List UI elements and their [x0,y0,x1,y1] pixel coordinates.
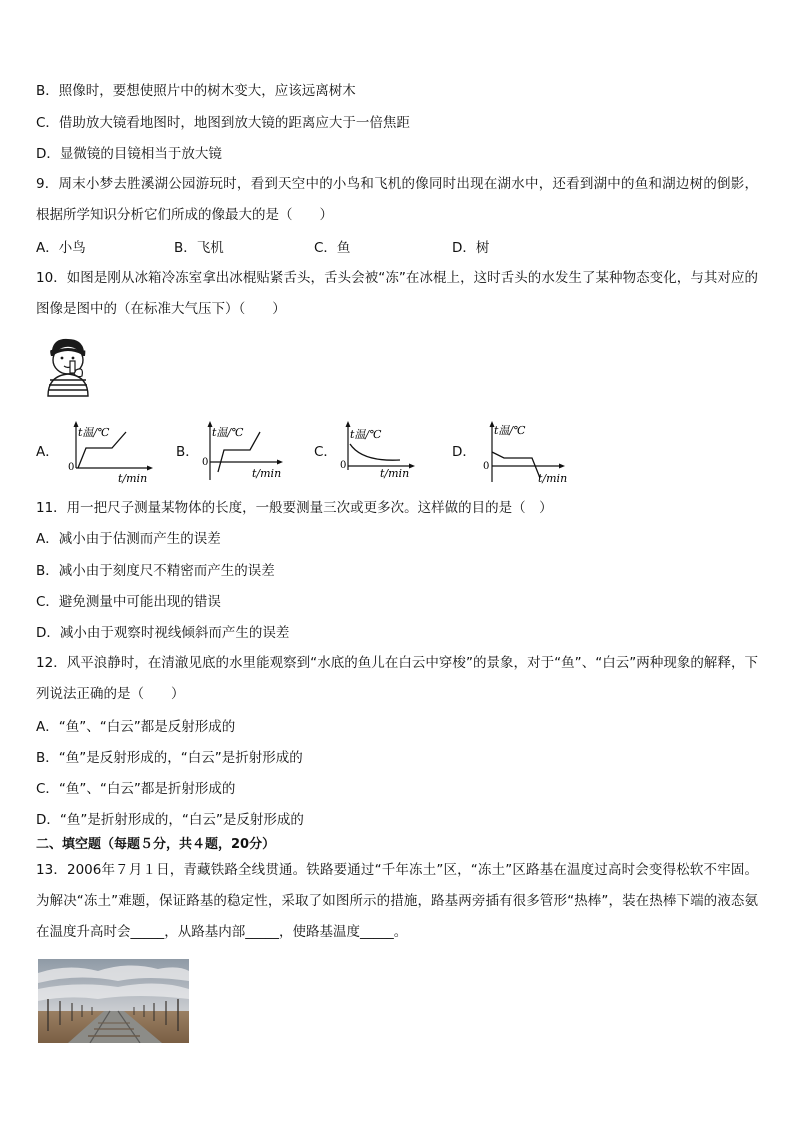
q10-graph-c-y-axis: t温/℃ [350,428,382,441]
q10-option-b-label: B． [176,444,199,460]
section-fill-in-title: 二、填空题（每题５分，共４题，20分） [36,837,276,852]
q10-option-c-label: C． [314,444,337,460]
q10-graph-b [202,420,306,484]
q10-graph-a-x-axis: t/min [118,472,148,484]
q9-option-a: A．小鸟 [36,240,86,256]
q12-stem: 12．风平浪静时，在清澈见底的水里能观察到“水底的鱼儿在白云中穿梭”的景象，对于“鱼”、“白云”两种现象的解释，下列说法正确的是（ ） [36,655,758,702]
q10-graph-d-zero: 0 [483,461,490,472]
q11-option-a: A．减小由于估测而产生的误差 [36,531,221,547]
q12-option-a: A．“鱼”、“白云”都是反射形成的 [36,719,236,735]
q10-stem: 10．如图是刚从冰箱冷冻室拿出冰棍贴紧舌头，舌头会被“冻”在冰棍上，这时舌头的水发生了某种物态变化，与其对应的图像是图中的（在标准大气压下）（ ） [36,270,758,317]
q11-option-c: C．避免测量中可能出现的错误 [36,594,221,610]
q10-graph-b-y-axis: t温/℃ [212,426,244,439]
q10-option-a[interactable] [36,420,176,484]
q10-graph-b-zero: 0 [202,457,209,468]
q10-graph-a-zero: 0 [68,462,75,473]
q10-option-d[interactable] [452,420,592,484]
q11-option-b: B．减小由于刻度尺不精密而产生的误差 [36,563,275,579]
q10-graph-b-x-axis: t/min [252,467,282,480]
q9-option-c: C．鱼 [314,240,351,256]
q12-option-c: C．“鱼”、“白云”都是折射形成的 [36,781,236,797]
q10-graph-a [66,420,176,484]
q10-graph-d-x-axis: t/min [538,472,568,484]
q8-option-d: D．显微镜的目镜相当于放大镜 [36,146,222,162]
q10-option-a-label: A． [36,444,59,460]
q10-graph-a-y-axis: t温/℃ [78,426,110,439]
q10-graph-c-zero: 0 [340,460,347,471]
q12-option-d: D．“鱼”是折射形成的，“白云”是反射形成的 [36,812,304,828]
q9-stem: 9．周末小梦去胜溪湖公园游玩时，看到天空中的小鸟和飞机的像同时出现在湖水中，还看到湖中的鱼和湖边树的倒影，根据所学知识分析它们所成的像最大的是（ ） [36,176,758,223]
q9-option-b: B．飞机 [174,240,224,256]
boy-licking-icepop-illustration [40,336,96,398]
q10-option-d-label: D． [452,444,476,460]
q10-graph-c-x-axis: t/min [380,467,410,480]
q11-stem: 11．用一把尺子测量某物体的长度，一般要测量三次或更多次。这样做的目的是（ ） [36,500,553,516]
q11-option-d: D．减小由于观察时视线倾斜而产生的误差 [36,625,290,641]
q10-graph-d-y-axis: t温/℃ [494,424,526,437]
q10-graph-d [480,420,592,484]
q10-graph-c [340,420,444,484]
q13-stem: 13．2006年７月１日，青藏铁路全线贯通。铁路要通过“千年冻土”区，“冻土”区路基在温度过高时会变得松软不牢固。为解决“冻土”难题，保证路基的稳定性，采取了如图所示的措施，路基两旁插有很多管形“热棒”，装在热棒下端的液态氨在温度升高时会_____，从路基内部_____，使路基温度_____。 [36,862,758,940]
q9-option-d: D．树 [452,240,490,256]
railway-heat-rod-photo [38,959,189,1043]
q8-option-c: C．借助放大镜看地图时，地图到放大镜的距离应大于一倍焦距 [36,115,410,131]
q10-option-c[interactable] [314,420,444,484]
q10-option-b[interactable] [176,420,306,484]
q12-option-b: B．“鱼”是反射形成的，“白云”是折射形成的 [36,750,303,766]
q8-option-b: B．照像时，要想使照片中的树木变大，应该远离树木 [36,83,356,99]
